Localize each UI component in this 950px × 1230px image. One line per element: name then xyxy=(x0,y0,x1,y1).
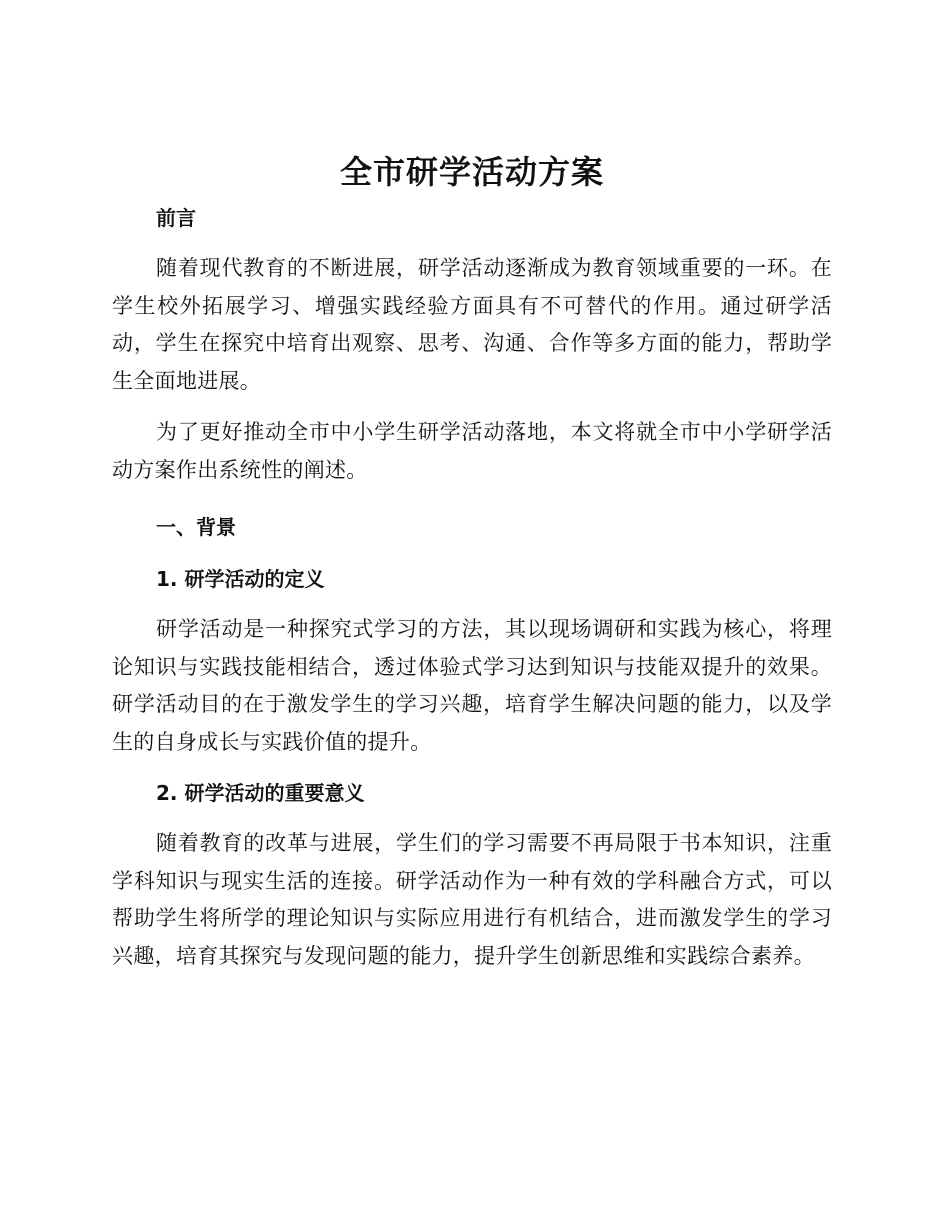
document-page xyxy=(112,150,832,975)
subsection-2-heading: 2. 研学活动的重要意义 xyxy=(156,781,365,805)
subsection-1-heading: 1. 研学活动的定义 xyxy=(156,567,325,591)
preface-heading: 前言 xyxy=(156,206,196,230)
spacer xyxy=(112,541,832,565)
spacer xyxy=(112,489,832,513)
spacer xyxy=(112,400,832,414)
spacer xyxy=(112,761,832,779)
spacer xyxy=(112,593,832,611)
subsection-1-paragraph: 研学活动是一种探究式学习的方法，其以现场调研和实践为核心，将理论知识与实践技能相结合，透过体验式学习达到知识与技能双提升的效果。研学活动目的在于激发学生的学习兴趣，培育学生解决问题的能力，以及学生的自身成长与实践价值的提升。 xyxy=(112,617,832,754)
preface-paragraph-2: 为了更好推动全市中小学生研学活动落地，本文将就全市中小学研学活动方案作出系统性的阐述。 xyxy=(112,420,832,482)
spacer xyxy=(112,807,832,825)
subsection-2-paragraph: 随着教育的改革与进展，学生们的学习需要不再局限于书本知识，注重学科知识与现实生活的连接。研学活动作为一种有效的学科融合方式，可以帮助学生将所学的理论知识与实际应用进行有机结合，进而激发学生的学习兴趣，培育其探究与发现问题的能力，提升学生创新思维和实践综合素养。 xyxy=(112,831,832,968)
section-1-heading: 一、背景 xyxy=(156,515,236,539)
spacer xyxy=(112,232,832,250)
document-title: 全市研学活动方案 xyxy=(339,153,604,191)
preface-paragraph-1: 随着现代教育的不断进展，研学活动逐渐成为教育领域重要的一环。在学生校外拓展学习、增强实践经验方面具有不可替代的作用。通过研学活动，学生在探究中培育出观察、思考、沟通、合作等多方面的能力，帮助学生全面地进展。 xyxy=(112,256,832,393)
